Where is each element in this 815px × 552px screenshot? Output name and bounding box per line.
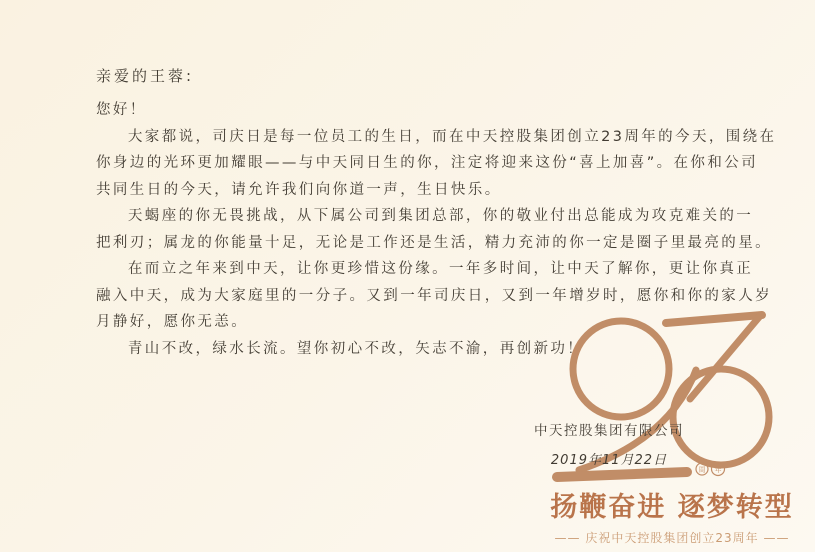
footer-block	[546, 485, 798, 546]
letter-line: 把利刃；属龙的你能量十足，无论是工作还是生活，精力充沛的你一定是圈子里最亮的星。	[96, 234, 772, 251]
seal-char: 年	[714, 466, 722, 474]
letter-line: 你身边的光环更加耀眼——与中天同日生的你，注定将迎来这份“喜上加喜”。在你和公司	[96, 155, 759, 171]
letter-line: 融入中天，成为大家庭里的一分子。又到一年司庆日，又到一年增岁时，愿你和你的家人岁	[96, 287, 772, 304]
signature-date: 2019年11月22日	[550, 453, 668, 468]
signature-block	[528, 420, 690, 468]
greeting-line: 您好！	[96, 102, 147, 118]
anniversary-caption: —— 庆祝中天控股集团创立23周年 ——	[554, 531, 790, 545]
letter-body	[96, 64, 777, 362]
paragraph	[96, 256, 770, 336]
company-signature: 中天控股集团有限公司	[534, 423, 684, 439]
seal-char: 周	[698, 466, 706, 474]
letter-line: 天蝎座的你无畏挑战，从下属公司到集团总部，你的敬业付出总能成为攻克难关的一	[127, 208, 754, 224]
letter-line: 大家都说，司庆日是每一位员工的生日，而在中天控股集团创立23周年的今天，围绕在	[127, 128, 777, 145]
letter-line: 青山不改，绿水长流。望你初心不改，矢志不渝，再创新功！	[127, 340, 585, 357]
letter-line: 月静好，愿你无恙。	[96, 314, 249, 330]
paragraph	[96, 336, 770, 363]
salutation: 亲爱的王蓉:	[96, 67, 195, 85]
paragraph	[96, 124, 777, 204]
slogan: 扬鞭奋进 逐梦转型	[550, 492, 794, 523]
digit-2-base	[557, 472, 687, 477]
letter-line: 在而立之年来到中天，让你更珍惜这份缘。一年多时间，让中天了解你，更让你真正	[127, 261, 754, 277]
letter-line: 共同生日的今天，请允许我们向你道一声，生日快乐。	[96, 181, 502, 198]
paragraph	[96, 203, 770, 256]
